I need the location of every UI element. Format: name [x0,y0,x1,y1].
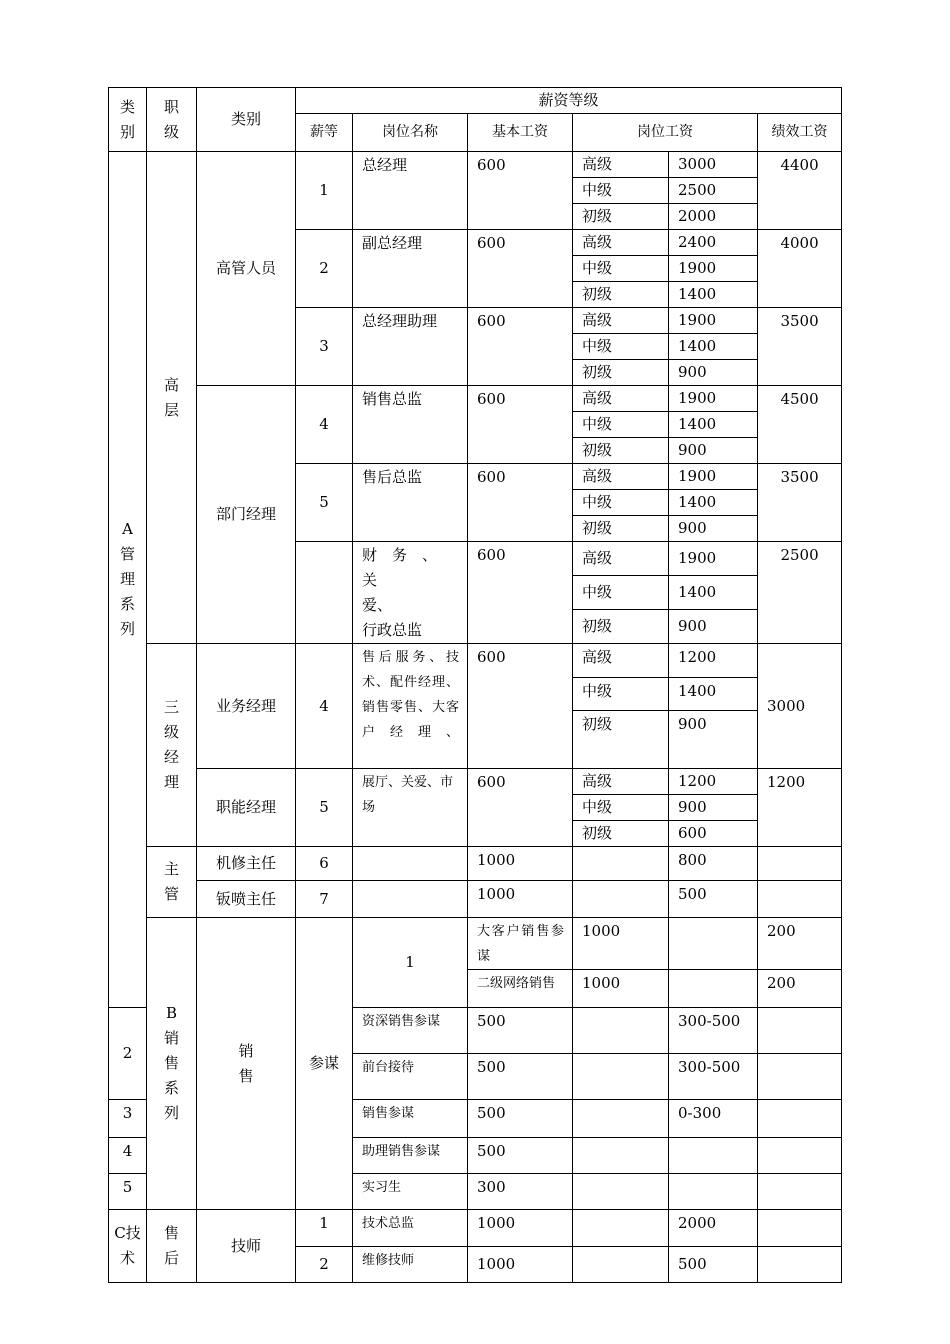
perf-pay-cell: 3500 [758,308,842,386]
post-pay-cell: 500 [669,1247,758,1283]
level-high: 高级 [573,644,669,678]
perf-pay-cell: 4500 [758,386,842,464]
post-pay-cell: 900 [669,516,758,542]
position-cell: 资深销售参谋 [353,1008,468,1054]
position-cell: 大客户销售参谋 [468,918,573,970]
type-advisor: 参谋 [296,918,353,1210]
level-cell [573,847,669,881]
level-high: 高级 [573,152,669,178]
base-pay-cell: 1000 [468,847,573,881]
post-pay-cell: 900 [669,610,758,644]
grade-cell: 4 [109,1138,147,1174]
post-pay-cell: 200 [758,970,842,1008]
base-pay-cell: 600 [468,464,573,542]
perf-pay-cell [758,1138,842,1174]
post-pay-cell: 300-500 [669,1054,758,1100]
level-mid: 中级 [573,678,669,711]
perf-pay-cell: 3000 [758,644,842,769]
post-pay-cell [669,1138,758,1174]
position-cell [353,881,468,918]
rank-supervisor: 主管 [147,847,197,918]
base-pay-cell: 1000 [468,881,573,918]
rank-aftersales: 售后 [147,1210,197,1283]
position-cell: 技术总监 [353,1210,468,1247]
position-cell: 展厅、关爱、市场 [353,769,468,847]
grade-cell: 1 [296,152,353,230]
position-cell: 售后服务、技术、配件经理、销售零售、大客户经理、 [353,644,468,769]
post-pay-cell: 1400 [669,576,758,610]
position-cell [353,847,468,881]
type-executives: 高管人员 [197,152,296,386]
position-cell: 二级网络销售 [468,970,573,1008]
level-low: 初级 [573,610,669,644]
header-type: 类别 [197,88,296,152]
grade-cell [296,542,353,644]
position-line: 爱、 [362,596,393,614]
level-mid: 中级 [573,334,669,360]
perf-pay-cell: 4000 [758,230,842,308]
post-pay-cell: 1400 [669,282,758,308]
type-paint-lead: 钣喷主任 [197,881,296,918]
base-pay-cell: 600 [468,152,573,230]
position-cell: 维修技师 [353,1247,468,1283]
post-pay-cell: 600 [669,821,758,847]
base-pay-cell: 500 [468,1054,573,1100]
grade-cell: 4 [296,644,353,769]
grade-cell: 5 [296,464,353,542]
post-pay-cell: 2000 [669,1210,758,1247]
post-pay-cell: 0-300 [669,1100,758,1138]
level-mid: 中级 [573,576,669,610]
position-cell: 总经理 [353,152,468,230]
base-pay-cell: 600 [468,769,573,847]
post-pay-cell: 900 [669,438,758,464]
header-grade: 薪等 [296,114,353,152]
level-cell [669,970,758,1008]
position-cell: 销售参谋 [353,1100,468,1138]
post-pay-cell: 2400 [669,230,758,256]
grade-cell: 6 [296,847,353,881]
rank-senior: 高层 [147,152,197,644]
post-pay-cell: 200 [758,918,842,970]
level-high: 高级 [573,542,669,576]
salary-grade-table [108,87,842,1283]
series-b: B销售系列 [147,918,197,1210]
grade-cell: 5 [109,1174,147,1210]
post-pay-cell: 1400 [669,334,758,360]
base-pay-cell: 500 [468,1008,573,1054]
type-technician: 技师 [197,1210,296,1283]
post-pay-cell: 1400 [669,490,758,516]
perf-pay-cell [758,847,842,881]
post-pay-cell: 1900 [669,464,758,490]
post-pay-cell: 1200 [669,769,758,795]
grade-cell: 4 [296,386,353,464]
header-base-pay: 基本工资 [468,114,573,152]
header-position: 岗位名称 [353,114,468,152]
position-cell: 售后总监 [353,464,468,542]
level-low: 初级 [573,438,669,464]
post-pay-cell: 900 [669,711,758,769]
level-cell [573,1008,669,1054]
perf-pay-cell [758,1054,842,1100]
type-func-manager: 职能经理 [197,769,296,847]
perf-pay-cell: 3500 [758,464,842,542]
perf-pay-cell [758,1247,842,1283]
level-mid: 中级 [573,490,669,516]
post-pay-cell: 1900 [669,542,758,576]
level-mid: 中级 [573,795,669,821]
level-mid: 中级 [573,178,669,204]
rank-third-manager: 三级经理 [147,644,197,847]
post-pay-cell: 1900 [669,308,758,334]
level-cell [573,1100,669,1138]
position-cell: 助理销售参谋 [353,1138,468,1174]
level-cell [573,1247,669,1283]
level-low: 初级 [573,711,669,769]
base-pay-cell: 1000 [573,918,669,970]
base-pay-cell: 1000 [573,970,669,1008]
level-cell [669,918,758,970]
position-cell: 副总经理 [353,230,468,308]
base-pay-cell: 1000 [468,1210,573,1247]
post-pay-cell: 2000 [669,204,758,230]
perf-pay-cell: 2500 [758,542,842,644]
level-cell [573,1210,669,1247]
base-pay-cell: 1000 [468,1247,573,1283]
position-cell: 总经理助理 [353,308,468,386]
level-high: 高级 [573,386,669,412]
post-pay-cell: 300-500 [669,1008,758,1054]
post-pay-cell [669,1174,758,1210]
header-category: 类别 [109,88,147,152]
level-cell [573,1054,669,1100]
perf-pay-cell: 1200 [758,769,842,847]
post-pay-cell: 800 [669,847,758,881]
series-c: C技术 [109,1210,147,1283]
rank-sales: 销售 [197,918,296,1210]
header-rank: 职级 [147,88,197,152]
level-low: 初级 [573,821,669,847]
grade-cell: 7 [296,881,353,918]
level-mid: 中级 [573,256,669,282]
post-pay-cell: 900 [669,795,758,821]
level-cell [573,881,669,918]
base-pay-cell: 600 [468,386,573,464]
base-pay-cell: 500 [468,1100,573,1138]
grade-cell: 1 [296,1210,353,1247]
level-cell [573,1138,669,1174]
grade-cell: 3 [109,1100,147,1138]
perf-pay-cell [758,1210,842,1247]
type-repair-lead: 机修主任 [197,847,296,881]
series-a: A管理系列 [109,152,147,1008]
header-post-pay: 岗位工资 [573,114,758,152]
position-line: 财 务 、 关 [362,546,445,589]
position-cell: 销售总监 [353,386,468,464]
level-high: 高级 [573,230,669,256]
perf-pay-cell: 4400 [758,152,842,230]
level-high: 高级 [573,769,669,795]
post-pay-cell: 500 [669,881,758,918]
level-low: 初级 [573,360,669,386]
base-pay-cell: 600 [468,542,573,644]
perf-pay-cell [758,1008,842,1054]
base-pay-cell: 300 [468,1174,573,1210]
position-cell [353,542,468,644]
level-high: 高级 [573,308,669,334]
base-pay-cell: 600 [468,308,573,386]
header-salary-grade: 薪资等级 [296,88,842,114]
grade-cell: 2 [109,1008,147,1100]
perf-pay-cell [758,1100,842,1138]
grade-cell: 3 [296,308,353,386]
position-cell: 实习生 [353,1174,468,1210]
post-pay-cell: 1400 [669,678,758,711]
position-cell: 前台接待 [353,1054,468,1100]
level-low: 初级 [573,204,669,230]
post-pay-cell: 1900 [669,256,758,282]
level-high: 高级 [573,464,669,490]
type-dept-manager: 部门经理 [197,386,296,644]
post-pay-cell: 1200 [669,644,758,678]
grade-cell: 2 [296,1247,353,1283]
post-pay-cell: 900 [669,360,758,386]
perf-pay-cell [758,881,842,918]
post-pay-cell: 2500 [669,178,758,204]
post-pay-cell: 3000 [669,152,758,178]
base-pay-cell: 500 [468,1138,573,1174]
type-biz-manager: 业务经理 [197,644,296,769]
header-perf-pay: 绩效工资 [758,114,842,152]
grade-cell: 5 [296,769,353,847]
grade-cell: 1 [353,918,468,1008]
level-low: 初级 [573,282,669,308]
perf-pay-cell [758,1174,842,1210]
grade-cell: 2 [296,230,353,308]
position-line: 行政总监 [362,621,423,639]
post-pay-cell: 1400 [669,412,758,438]
base-pay-cell: 600 [468,230,573,308]
level-cell [573,1174,669,1210]
level-low: 初级 [573,516,669,542]
base-pay-cell: 600 [468,644,573,769]
level-mid: 中级 [573,412,669,438]
post-pay-cell: 1900 [669,386,758,412]
